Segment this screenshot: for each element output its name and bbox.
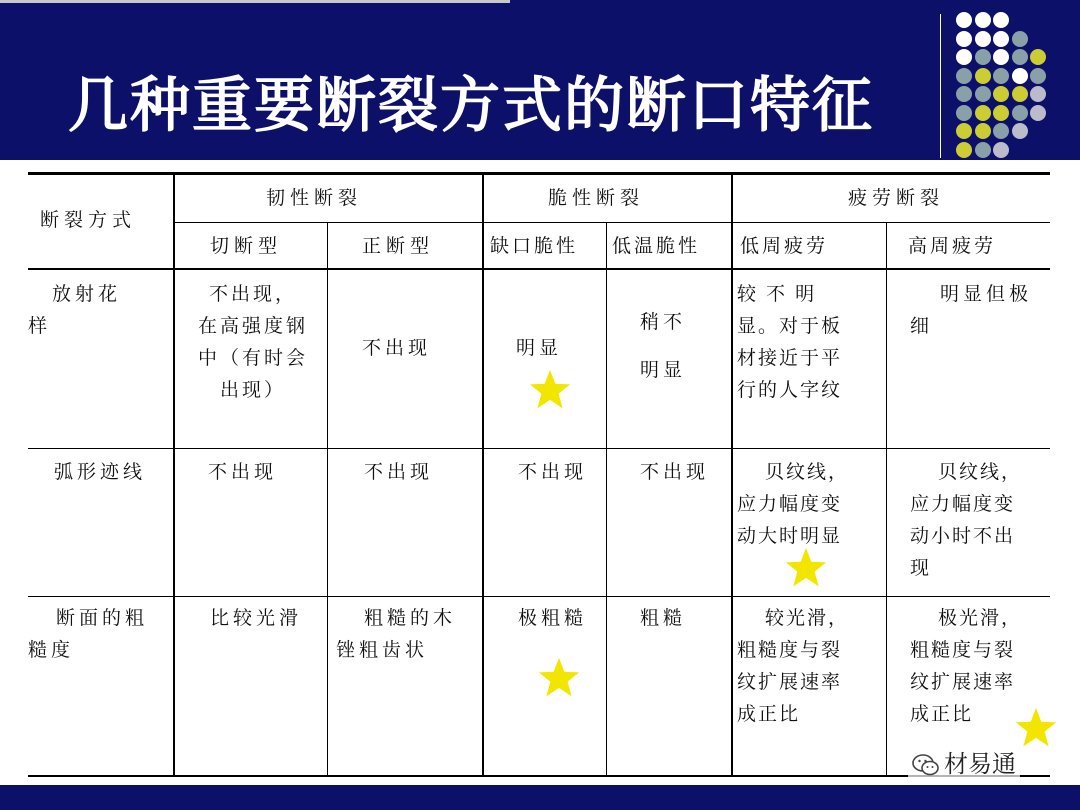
slide-footer-bar <box>0 785 1080 810</box>
subheader-notch: 缺口脆性 <box>490 235 579 257</box>
subheader-shear: 切断型 <box>210 235 283 257</box>
decorative-dot <box>1012 86 1028 102</box>
decorative-dot <box>993 86 1009 102</box>
table-bottom-rule <box>28 775 1050 777</box>
decorative-dot <box>975 12 991 28</box>
row1-shear: 不出现， 在高强度钢 中（有时会 出现） <box>197 283 308 401</box>
wechat-icon <box>912 753 940 777</box>
slide-title: 几种重要断裂方式的断口特征 <box>68 71 874 141</box>
decorative-dot <box>956 12 972 28</box>
subheader-normal: 正断型 <box>362 235 435 257</box>
subheader-lowcycle: 低周疲劳 <box>740 235 829 257</box>
decorative-dot <box>993 142 1009 158</box>
decorative-dot-grid <box>956 12 1066 152</box>
row3-lowcycle: 较光滑， 粗糙度与裂 纹扩展速率 成正比 <box>737 607 850 725</box>
row3-normal: 粗糙的木 锉粗齿状 <box>336 607 457 661</box>
group-header-brittle: 脆性断裂 <box>548 187 645 209</box>
decorative-dot <box>993 105 1009 121</box>
subheader-lowtemp: 低温脆性 <box>612 235 701 257</box>
table-top-rule <box>28 172 1050 175</box>
row-label-radial: 放射花 样 <box>28 283 122 337</box>
row2-shear: 不出现 <box>208 461 278 483</box>
decorative-dot <box>975 31 991 47</box>
row1-normal: 不出现 <box>362 337 432 359</box>
fracture-table <box>0 160 1080 785</box>
decorative-dot <box>1012 49 1028 65</box>
decorative-dot <box>1012 68 1028 84</box>
decorative-dot <box>1030 68 1046 84</box>
decorative-dot <box>956 105 972 121</box>
header-top-rule <box>0 0 510 3</box>
col-divider-fatigue-inner <box>886 222 887 777</box>
corner-header: 断裂方式 <box>40 209 137 231</box>
star-icon <box>1014 706 1058 750</box>
decorative-dot <box>1012 31 1028 47</box>
decorative-dot <box>956 31 972 47</box>
decorative-dot <box>993 68 1009 84</box>
col-divider-brittle-inner <box>606 222 607 777</box>
row1-lowtemp: 稍不 明显 <box>640 311 687 381</box>
row2-lowtemp: 不出现 <box>640 461 710 483</box>
row3-notch: 极粗糙 <box>518 607 588 629</box>
decorative-dot <box>975 86 991 102</box>
decorative-dot <box>1030 49 1046 65</box>
row1-highcycle: 明显但极 细 <box>910 283 1033 337</box>
star-icon <box>784 546 828 590</box>
row3-lowtemp: 粗糙 <box>640 607 687 629</box>
star-icon <box>528 368 572 412</box>
decorative-dot <box>956 86 972 102</box>
group-header-tough: 韧性断裂 <box>266 187 363 209</box>
decorative-dot <box>956 123 972 139</box>
decorative-dot <box>1030 105 1046 121</box>
decorative-dot <box>1012 105 1028 121</box>
col-divider-tough-brittle <box>482 172 484 777</box>
decorative-dot <box>1012 123 1028 139</box>
slide-header <box>0 0 1080 160</box>
star-icon <box>537 656 581 700</box>
decorative-dot <box>993 31 1009 47</box>
row-label-arc: 弧形迹线 <box>54 461 147 483</box>
decorative-dot <box>975 142 991 158</box>
subheader-highcycle: 高周疲劳 <box>908 235 997 257</box>
row1-notch: 明显 <box>516 337 563 359</box>
decorative-dot <box>975 49 991 65</box>
decorative-dot <box>993 49 1009 65</box>
table-header-bottom-rule <box>28 268 1050 270</box>
watermark-text: 材易通 <box>944 750 1016 778</box>
decorative-dot <box>956 142 972 158</box>
row2-highcycle: 贝纹线， 应力幅度变 动小时不出 现 <box>910 461 1023 579</box>
col-divider-brittle-fatigue <box>731 172 733 777</box>
decorative-dot <box>975 105 991 121</box>
row3-shear: 比较光滑 <box>210 607 303 629</box>
header-divider <box>940 14 941 158</box>
decorative-dot <box>993 123 1009 139</box>
group-header-fatigue: 疲劳断裂 <box>848 187 945 209</box>
decorative-dot <box>956 68 972 84</box>
table-subheader-rule <box>175 222 1050 223</box>
row1-lowcycle: 较 不 明 显。对于板 材接近于平 行的人字纹 <box>737 283 843 401</box>
row3-highcycle: 极光滑， 粗糙度与裂 纹扩展速率 成正比 <box>910 607 1023 725</box>
row2-normal: 不出现 <box>364 461 434 483</box>
source-watermark <box>908 744 1020 779</box>
decorative-dot <box>975 123 991 139</box>
table-row2-bottom-rule <box>28 596 1050 597</box>
row2-lowcycle: 贝纹线， 应力幅度变 动大时明显 <box>737 461 850 547</box>
row-label-roughness: 断面的粗 糙度 <box>28 607 149 661</box>
decorative-dot <box>975 68 991 84</box>
table-row1-bottom-rule <box>28 448 1050 449</box>
decorative-dot <box>993 12 1009 28</box>
decorative-dot <box>1030 86 1046 102</box>
row2-notch: 不出现 <box>518 461 588 483</box>
col-divider-tough-inner <box>327 222 328 777</box>
decorative-dot <box>956 49 972 65</box>
col-divider-label <box>173 172 175 777</box>
